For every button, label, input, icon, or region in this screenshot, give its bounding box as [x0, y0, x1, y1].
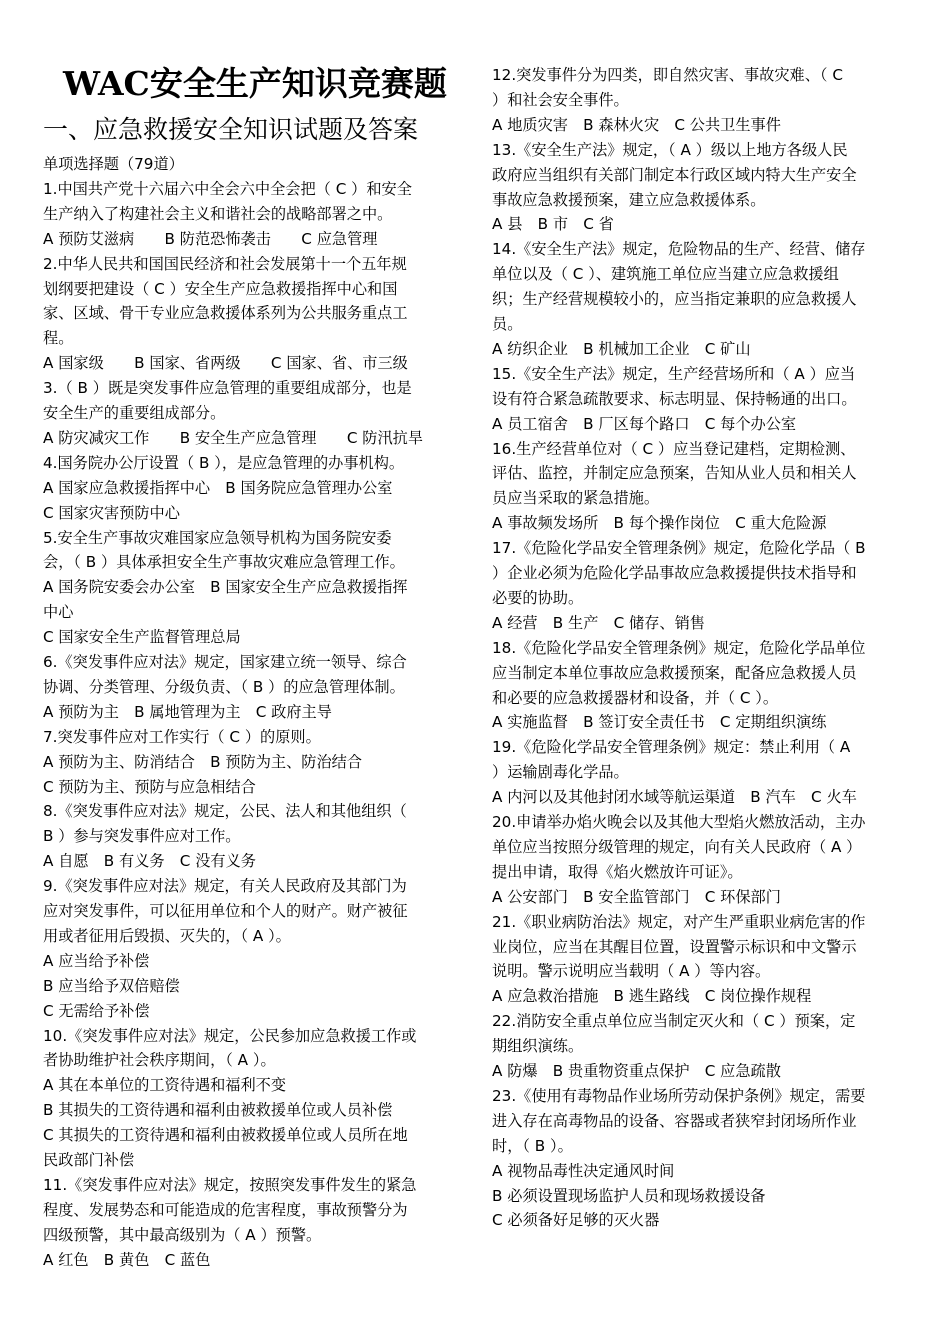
text-line: C 其损失的工资待遇和福利由被救援单位或人员所在地 [43, 1126, 408, 1145]
text-line: B 必须设置现场监护人员和现场救援设备 [492, 1186, 766, 1205]
text-line: 6.《突发事件应对法》规定，国家建立统一领导、综合 [43, 653, 407, 671]
text-line: A 应当给予补偿 [43, 951, 150, 970]
text-line: 2.中华人民共和国国民经济和社会发展第十一个五年规 [43, 254, 407, 273]
text-line: B 应当给予双倍赔偿 [43, 976, 180, 995]
text-line: B ）参与突发事件应对工作。 [43, 827, 241, 846]
text-line: A 预防为主 B 属地管理为主 C 政府主导 [43, 702, 332, 721]
text-line: A 预防艾滋病 B 防范恐怖袭击 C 应急管理 [43, 229, 378, 248]
page-title: WAC安全生产知识竞赛题 [63, 64, 447, 103]
text-line: A 内河以及其他封闭水域等航运渠道 B 汽车 C 火车 [492, 788, 857, 807]
text-line: A 地质灾害 B 森林火灾 C 公共卫生事件 [492, 115, 781, 134]
text-line: 业岗位，应当在其醒目位置，设置警示标识和中文警示 [492, 937, 857, 956]
text-line: A 国务院安委会办公室 B 国家安全生产应急救援指挥 [43, 578, 408, 597]
text-line: 单项选择题（79道） [43, 155, 184, 173]
text-line: 时，（ B ）。 [492, 1136, 573, 1155]
text-line: 用或者征用后毁损、灭失的，（ A ）。 [43, 926, 291, 945]
text-line: 民政部门补偿 [43, 1151, 135, 1169]
text-line: 生产纳入了构建社会主义和谐社会的战略部署之中。 [43, 204, 393, 223]
text-line: A 经营 B 生产 C 储存、销售 [492, 613, 705, 632]
text-line: C 必须备好足够的灭火器 [492, 1211, 660, 1230]
text-line: C 预防为主、预防与应急相结合 [43, 777, 256, 796]
text-line: A 纺织企业 B 机械加工企业 C 矿山 [492, 339, 751, 358]
text-line: 17.《危险化学品安全管理条例》规定，危险化学品（ B [492, 539, 866, 558]
text-line: A 视物品毒性决定通风时间 [492, 1161, 675, 1180]
text-line: A 实施监督 B 签订安全责任书 C 定期组织演练 [492, 713, 827, 732]
text-line: 23.《使用有毒物品作业场所劳动保护条例》规定，需要 [492, 1086, 866, 1105]
text-line: C 国家灾害预防中心 [43, 503, 180, 522]
text-line: 单位应当按照分级管理的规定，向有关人民政府（ A ） [492, 837, 862, 856]
text-line: A 红色 B 黄色 C 蓝色 [43, 1250, 211, 1269]
text-line: 政府应当组织有关部门制定本行政区域内特大生产安全 [492, 165, 857, 184]
text-line: 应对突发事件，可以征用单位和个人的财产。财产被征 [43, 902, 408, 920]
text-line: 中心 [43, 603, 74, 622]
text-line: 协调、分类管理、分级负责、（ B ）的应急管理体制。 [43, 677, 405, 696]
text-line: 13.《安全生产法》规定，（ A ）级以上地方各级人民 [492, 140, 848, 159]
text-line: 单位以及（ C ）、建筑施工单位应当建立应急救援组 [492, 265, 839, 284]
text-line: ）运输剧毒化学品。 [492, 763, 629, 782]
text-line: 员。 [492, 315, 523, 333]
text-line: 22.消防安全重点单位应当制定灭火和（ C ）预案，定 [492, 1012, 856, 1031]
text-line: 21.《职业病防治法》规定，对产生严重职业病危害的作 [492, 912, 866, 931]
text-line: 提出申请，取得《焰火燃放许可证》。 [492, 862, 743, 881]
text-line: 1.中国共产党十六届六中全会六中全会把（ C ）和安全 [43, 179, 412, 198]
text-line: 员应当采取的紧急措施。 [492, 489, 660, 508]
text-line: 说明。警示说明应当载明（ A ）等内容。 [492, 962, 771, 981]
text-line: 应当制定本单位事故应急救援预案，配备应急救援人员 [492, 663, 857, 682]
text-line: 16.生产经营单位对（ C ）应当登记建档，定期检测、 [492, 439, 856, 458]
text-line: A 其在本单位的工资待遇和福利不变 [43, 1076, 287, 1095]
text-line: 织；生产经营规模较小的，应当指定兼职的应急救援人 [492, 290, 857, 309]
text-line: 11.《突发事件应对法》规定，按照突发事件发生的紧急 [43, 1175, 417, 1194]
text-line: 和必要的应急救援器材和设备，并（ C ）。 [492, 688, 779, 707]
text-line: 事故应急救援预案，建立应急救援体系。 [492, 190, 766, 209]
text-line: 7.突发事件应对工作实行（ C ）的原则。 [43, 727, 321, 746]
text-line: A 防灾减灾工作 B 安全生产应急管理 C 防汛抗旱 [43, 428, 424, 447]
text-line: 者协助维护社会秩序期间，（ A ）。 [43, 1051, 276, 1070]
text-line: 必要的协助。 [492, 588, 584, 607]
text-line: B 其损失的工资待遇和福利由被救援单位或人员补偿 [43, 1101, 393, 1120]
text-line: A 应急救治措施 B 逃生路线 C 岗位操作规程 [492, 987, 812, 1006]
text-line: A 公安部门 B 安全监管部门 C 环保部门 [492, 887, 781, 906]
text-line: A 防爆 B 贵重物资重点保护 C 应急疏散 [492, 1062, 781, 1080]
text-line: 3.（ B ）既是突发事件应急管理的重要组成部分，也是 [43, 379, 412, 398]
text-line: ）企业必须为危险化学品事故应急救援提供技术指导和 [492, 564, 857, 582]
text-line: 15.《安全生产法》规定，生产经营场所和（ A ）应当 [492, 364, 856, 383]
text-line: 进入存在高毒物品的设备、容器或者狭窄封闭场所作业 [492, 1111, 857, 1130]
text-line: 程度、发展势态和可能造成的危害程度，事故预警分为 [43, 1200, 408, 1219]
text-line: 8.《突发事件应对法》规定，公民、法人和其他组织（ [43, 802, 407, 821]
text-line: A 预防为主、防消结合 B 预防为主、防治结合 [43, 752, 363, 771]
text-line: 9.《突发事件应对法》规定，有关人民政府及其部门为 [43, 877, 407, 896]
text-line: 安全生产的重要组成部分。 [43, 404, 226, 422]
text-line: 14.《安全生产法》规定，危险物品的生产、经营、储存 [492, 240, 866, 259]
text-line: ）和社会安全事件。 [492, 90, 629, 109]
text-line: 18.《危险化学品安全管理条例》规定，危险化学品单位 [492, 638, 866, 657]
text-line: 家、区域、骨干专业应急救援体系列为公共服务重点工 [43, 304, 408, 323]
text-line: 20.申请举办焰火晚会以及其他大型焰火燃放活动，主办 [492, 813, 866, 831]
text-line: 5.安全生产事故灾难国家应急领导机构为国务院安委 [43, 528, 392, 547]
text-line: 划纲要把建设（ C ）安全生产应急救援指挥中心和国 [43, 279, 398, 298]
text-line: C 国家安全生产监督管理总局 [43, 628, 241, 647]
text-line: A 国家级 B 国家、省两级 C 国家、省、市三级 [43, 354, 408, 373]
text-line: 评估、监控，并制定应急预案，告知从业人员和相关人 [492, 464, 857, 483]
text-line: A 自愿 B 有义务 C 没有义务 [43, 852, 256, 871]
text-line: A 国家应急救援指挥中心 B 国务院应急管理办公室 [43, 478, 393, 497]
text-line: C 无需给予补偿 [43, 1001, 150, 1020]
text-line: 12.突发事件分为四类，即自然灾害、事故灾难、（ C [492, 66, 843, 84]
text-line: A 事故频发场所 B 每个操作岗位 C 重大危险源 [492, 514, 827, 533]
text-line: A 县 B 市 C 省 [492, 215, 614, 234]
text-line: 四级预警，其中最高级别为（ A ）预警。 [43, 1225, 322, 1244]
text-line: 会，（ B ）具体承担安全生产事故灾难应急管理工作。 [43, 553, 405, 572]
text-line: A 员工宿舍 B 厂区每个路口 C 每个办公室 [492, 414, 797, 433]
text-line: 10.《突发事件应对法》规定，公民参加应急救援工作或 [43, 1026, 417, 1045]
text-line: 设有符合紧急疏散要求、标志明显、保持畅通的出口。 [492, 389, 857, 408]
text-line: 期组织演练。 [492, 1037, 584, 1056]
text-line: 19.《危险化学品安全管理条例》规定：禁止利用（ A [492, 738, 851, 757]
text-line: 4.国务院办公厅设置（ B ），是应急管理的办事机构。 [43, 453, 405, 472]
section-heading: 一、应急救援安全知识试题及答案 [43, 115, 419, 144]
text-line: 程。 [43, 329, 74, 348]
